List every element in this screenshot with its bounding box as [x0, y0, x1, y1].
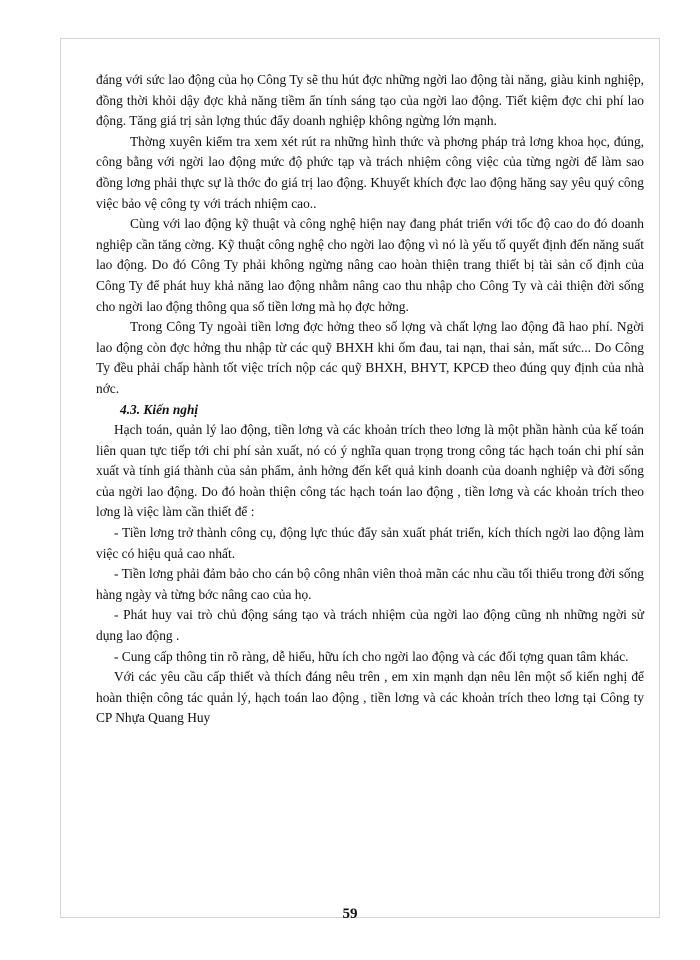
bullet-3: - Phát huy vai trò chủ động sáng tạo và trách nhiệm của ngời lao động cũng nh những ngời sử dụng lao động .	[96, 607, 644, 644]
paragraph-4: Trong Công Ty ngoài tiền lơng đợc hởng theo số lợng và chất lợng lao động đã hao phí. Ngời lao động còn đợc hởng thu nhập từ các quỹ BHXH khi ốm đau, tai nạn, thai sản, mất sức... Do Công Ty đều phải chấp hành tốt việc trích nộp các quỹ BHXH, BHYT, KPCĐ theo đúng quy định của nhà nớc.	[96, 319, 644, 396]
body-text	[96, 70, 644, 729]
paragraph-1: đáng với sức lao động của họ Công Ty sẽ thu hút đợc những ngời lao động tài năng, giàu kinh nghiệp, đồng thời khỏi dậy đợc khả năng tiềm ẩn tính sáng tạo của ngời lao động. Tiết kiệm đợc chi phí lao động. Tăng giá trị sản lợng thúc đẩy doanh nghiệp không ngừng lớn mạnh.	[96, 72, 644, 129]
bullet-4: - Cung cấp thông tin rõ ràng, dễ hiểu, hữu ích cho ngời lao động và các đối tợng quan tâm khác.	[114, 648, 629, 664]
section-heading: 4.3. Kiến nghị	[120, 401, 199, 417]
paragraph-6: Với các yêu cầu cấp thiết và thích đáng nêu trên , em xin mạnh dạn nêu lên một số kiến nghị để hoàn thiện công tác quản lý, hạch toán lao động , tiền lơng và các khoản trích theo lơng tại Công ty CP Nhựa Quang Huy	[96, 669, 644, 726]
paragraph-2: Thờng xuyên kiểm tra xem xét rút ra những hình thức và phơng pháp trả lơng khoa học, đúng, công bằng với ngời lao động mức độ phức tạp và trách nhiệm công việc của từng ngời để làm sao đồng lơng phải thực sự là thớc đo giá trị lao động. Khuyết khích đợc lao động hăng say yêu quý công việc bảo vệ công ty với trách nhiệm cao..	[96, 133, 644, 211]
bullet-2: - Tiền lơng phải đảm bảo cho cán bộ công nhân viên thoả mãn các nhu cầu tối thiểu trong đời sống hàng ngày và từng bớc nâng cao của họ.	[96, 566, 644, 602]
bullet-1: - Tiền lơng trở thành công cụ, động lực thúc đẩy sản xuất phát triển, kích thích ngời lao động làm việc có hiệu quả cao nhất.	[96, 525, 644, 561]
paragraph-3: Cùng với lao động kỹ thuật và công nghệ hiện nay đang phát triển với tốc độ cao do đó doanh nghiệp cần tăng cờng. Kỹ thuật công nghệ cho ngời lao động vì nó là yếu tố quyết định đến năng suất lao động. Do đó Công Ty phải không ngừng nâng cao hoàn thiện trang thiết bị tài sản cố định của Công Ty để phát huy khả năng lao động nhằm nâng cao thu nhập cho Công Ty và cải thiện đời sống cho ngời lao động thông qua số tiền lơng mà họ đợc hởng.	[96, 216, 644, 314]
page-number: 59	[342, 906, 358, 922]
paragraph-5: Hạch toán, quản lý lao động, tiền lơng và các khoản trích theo lơng là một phần hành của kế toán liên quan tực tiếp tới chi phí sản xuất, nó có ý nghĩa quan trọng trong công tác hạch toán chi phí sản xuất và tính giá thành của sản phẩm, ảnh hởng đến kết quả kinh doanh của doanh nghiệp và đời sống của ngời lao động. Do đó hoàn thiện công tác hạch toán lao động , tiền lơng và các khoản trích theo lơng là việc làm cần thiết để :	[96, 422, 644, 520]
